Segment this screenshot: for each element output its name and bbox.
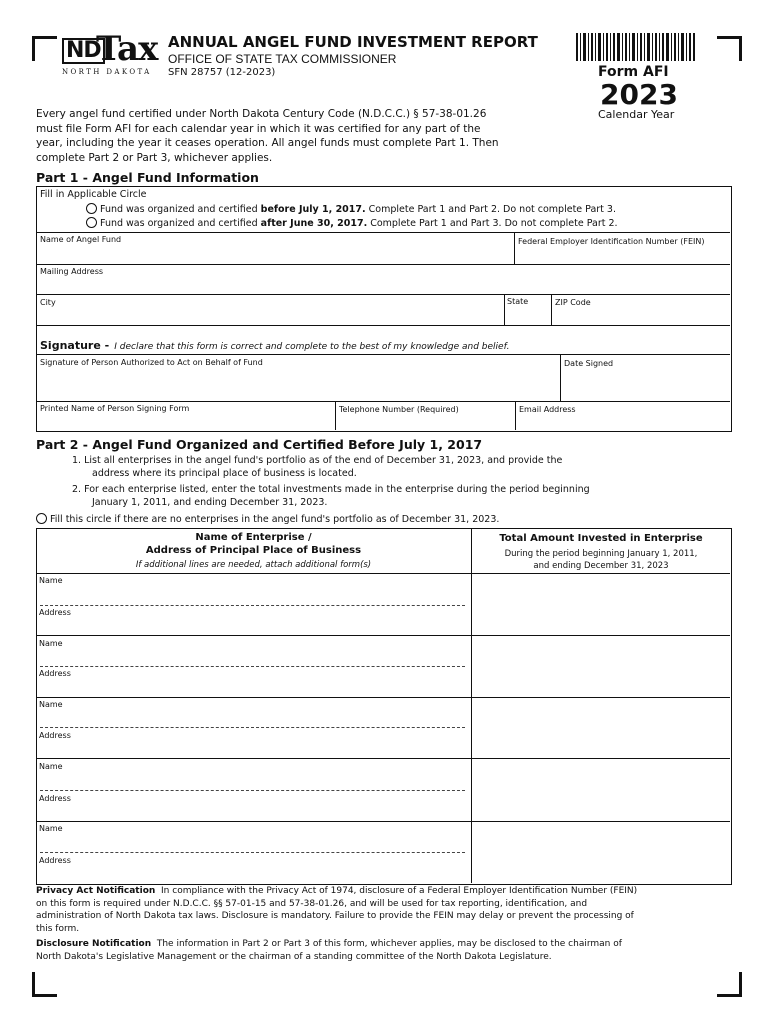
telephone-field[interactable] xyxy=(336,415,515,430)
enterprise-address-field[interactable] xyxy=(38,679,468,695)
printed-name-field[interactable] xyxy=(36,415,335,430)
total-invested-field[interactable] xyxy=(472,574,730,635)
angel-fund-name-field[interactable] xyxy=(36,246,514,264)
part1-heading: Part 1 - Angel Fund Information xyxy=(36,170,259,185)
row-address-label: Address xyxy=(39,608,71,617)
enterprise-address-field[interactable] xyxy=(38,866,468,882)
disclosure-line: North Dakota's Legislative Management or the chairman of a standing committee of the North Dakota Legislature. xyxy=(36,951,552,962)
logo-nd: ND xyxy=(62,38,105,64)
email-field[interactable] xyxy=(516,415,730,430)
telephone-label: Telephone Number (Required) xyxy=(339,405,459,414)
option-after-2017[interactable]: Fund was organized and certified after June 30, 2017. Complete Part 1 and Part 3. Do not complete Part 2. xyxy=(86,217,618,229)
state-label: State xyxy=(507,297,529,306)
row-address-label: Address xyxy=(39,794,71,803)
fein-field[interactable] xyxy=(515,250,730,264)
col1-title-line2: Address of Principal Place of Business xyxy=(145,545,362,556)
enterprise-name-field[interactable] xyxy=(38,834,468,851)
total-invested-field[interactable] xyxy=(472,636,730,697)
form-afi-label: Form AFI xyxy=(598,64,669,80)
intro-line: year, including the year it ceases operation. All angel funds must complete Part 1. Then xyxy=(36,137,499,149)
divider xyxy=(36,401,730,402)
fill-in-label: Fill in Applicable Circle xyxy=(40,189,147,200)
row-separator xyxy=(40,605,465,606)
intro-line: Every angel fund certified under North Dakota Century Code (N.D.C.C.) § 57-38-01.26 xyxy=(36,108,487,120)
part2-item2-line1: 2. For each enterprise listed, enter the total investments made in the enterprise during the period beginning xyxy=(72,484,590,495)
corner-mark-top-left xyxy=(32,36,57,61)
divider xyxy=(36,294,730,295)
state-field[interactable] xyxy=(505,308,551,325)
intro-line: complete Part 2 or Part 3, whichever applies. xyxy=(36,151,273,164)
enterprise-name-field[interactable] xyxy=(38,586,468,604)
enterprise-name-field[interactable] xyxy=(38,772,468,789)
privacy-act-notice: Privacy Act Notification In compliance with the Privacy Act of 1974, disclosure of a Federal Employer Identification Number (FEIN) on this form is required under N.D.C.C. §§ 57-01-15 and 57-38-01.26, and will be used for tax reporting, identification, and administration of North Dakota tax laws. Disclosure is mandatory. Failure to provide the FEIN may delay or prevent the processing of this form. xyxy=(36,885,736,935)
enterprise-address-field[interactable] xyxy=(38,804,468,820)
row-name-label: Name xyxy=(39,639,63,648)
total-invested-field[interactable] xyxy=(472,698,730,758)
signature-field[interactable] xyxy=(36,370,560,401)
divider xyxy=(36,354,730,355)
intro-paragraph xyxy=(36,107,556,165)
corner-mark-top-right xyxy=(717,36,742,61)
zip-field[interactable] xyxy=(552,308,730,325)
form-title: ANNUAL ANGEL FUND INVESTMENT REPORT xyxy=(168,33,538,51)
row-name-label: Name xyxy=(39,700,63,709)
office-name: OFFICE OF STATE TAX COMMISSIONER xyxy=(168,52,397,66)
col1-title-line1: Name of Enterprise / xyxy=(195,532,312,543)
enterprise-name-field[interactable] xyxy=(38,648,468,665)
total-invested-field[interactable] xyxy=(472,822,730,883)
divider xyxy=(36,325,730,326)
divider xyxy=(36,264,730,265)
intro-line: must file Form AFI for each calendar year in which it was certified for any part of the xyxy=(36,122,481,135)
col2-note-line1: During the period beginning January 1, 2011, xyxy=(504,549,698,559)
signature-declaration: Signature - I declare that this form is correct and complete to the best of my knowledge and belief. xyxy=(40,339,510,352)
row-separator xyxy=(40,666,465,667)
radio-circle-icon[interactable] xyxy=(86,217,97,228)
row-address-label: Address xyxy=(39,669,71,678)
printed-name-label: Printed Name of Person Signing Form xyxy=(40,404,190,413)
row-address-label: Address xyxy=(39,856,71,865)
no-enterprises-option[interactable]: Fill this circle if there are no enterprises in the angel fund's portfolio as of December 31, 2023. xyxy=(36,513,499,525)
logo-subtitle: NORTH DAKOTA xyxy=(62,68,152,76)
barcode-icon xyxy=(576,33,696,61)
privacy-title: Privacy Act Notification xyxy=(36,886,156,896)
total-invested-field[interactable] xyxy=(472,759,730,821)
disclosure-title: Disclosure Notification xyxy=(36,939,152,949)
nd-tax-logo xyxy=(62,29,158,80)
radio-circle-icon[interactable] xyxy=(86,203,97,214)
logo-tax: Tax xyxy=(96,29,158,69)
disclosure-notice: Disclosure Notification The information in Part 2 or Part 3 of this form, whichever applies, may be disclosed to the chairman of North Dakota's Legislative Management or the chairman of a standing committee of the North Dakota Legislature. xyxy=(36,938,736,963)
col1-note: If additional lines are needed, attach additional form(s) xyxy=(135,560,372,570)
zip-label: ZIP Code xyxy=(555,298,591,307)
row-name-label: Name xyxy=(39,762,63,771)
angel-fund-name-label: Name of Angel Fund xyxy=(40,235,122,244)
corner-mark-bottom-right xyxy=(717,972,742,997)
row-name-label: Name xyxy=(39,576,63,585)
mailing-address-label: Mailing Address xyxy=(40,267,104,276)
col2-note-line2: and ending December 31, 2023 xyxy=(533,561,669,571)
row-name-label: Name xyxy=(39,824,63,833)
fein-label: Federal Employer Identification Number (FEIN) xyxy=(518,237,705,246)
sfn-number: SFN 28757 (12-2023) xyxy=(168,67,276,78)
signature-label: Signature of Person Authorized to Act on Behalf of Fund xyxy=(40,358,263,367)
part2-item1-line2: address where its principal place of business is located. xyxy=(92,468,357,479)
row-separator xyxy=(40,727,465,728)
part2-heading: Part 2 - Angel Fund Organized and Certified Before July 1, 2017 xyxy=(36,437,483,452)
enterprise-name-field[interactable] xyxy=(38,710,468,726)
date-signed-label: Date Signed xyxy=(564,359,614,368)
privacy-line: this form. xyxy=(36,923,80,934)
mailing-address-field[interactable] xyxy=(36,278,730,294)
part2-item1-line1: 1. List all enterprises in the angel fund's portfolio as of the end of December 31, 2023, and provide the xyxy=(72,455,563,466)
calendar-year-label: Calendar Year xyxy=(598,108,675,121)
col2-title: Total Amount Invested in Enterprise xyxy=(499,533,703,544)
row-separator xyxy=(40,790,465,791)
enterprise-address-field[interactable] xyxy=(38,618,468,632)
privacy-line: administration of North Dakota tax laws. Disclosure is mandatory. Failure to provide the FEIN may delay or prevent the processing of xyxy=(36,911,634,921)
radio-circle-icon[interactable] xyxy=(36,513,47,524)
option-before-2017[interactable]: Fund was organized and certified before July 1, 2017. Complete Part 1 and Part 2. Do not complete Part 3. xyxy=(86,203,616,215)
corner-mark-bottom-left xyxy=(32,972,57,997)
row-address-label: Address xyxy=(39,731,71,740)
email-label: Email Address xyxy=(519,405,576,414)
city-label: City xyxy=(40,298,56,307)
part2-item2-line2: January 1, 2011, and ending December 31, 2023. xyxy=(92,497,328,508)
divider xyxy=(36,232,730,233)
city-field[interactable] xyxy=(36,308,504,325)
row-separator xyxy=(40,852,465,853)
form-year: 2023 xyxy=(600,78,678,111)
date-signed-field[interactable] xyxy=(561,370,730,401)
enterprise-address-field[interactable] xyxy=(38,741,468,757)
privacy-line: on this form is required under N.D.C.C. §§ 57-01-15 and 57-38-01.26, and will be used for tax reporting, identification, and xyxy=(36,898,588,909)
